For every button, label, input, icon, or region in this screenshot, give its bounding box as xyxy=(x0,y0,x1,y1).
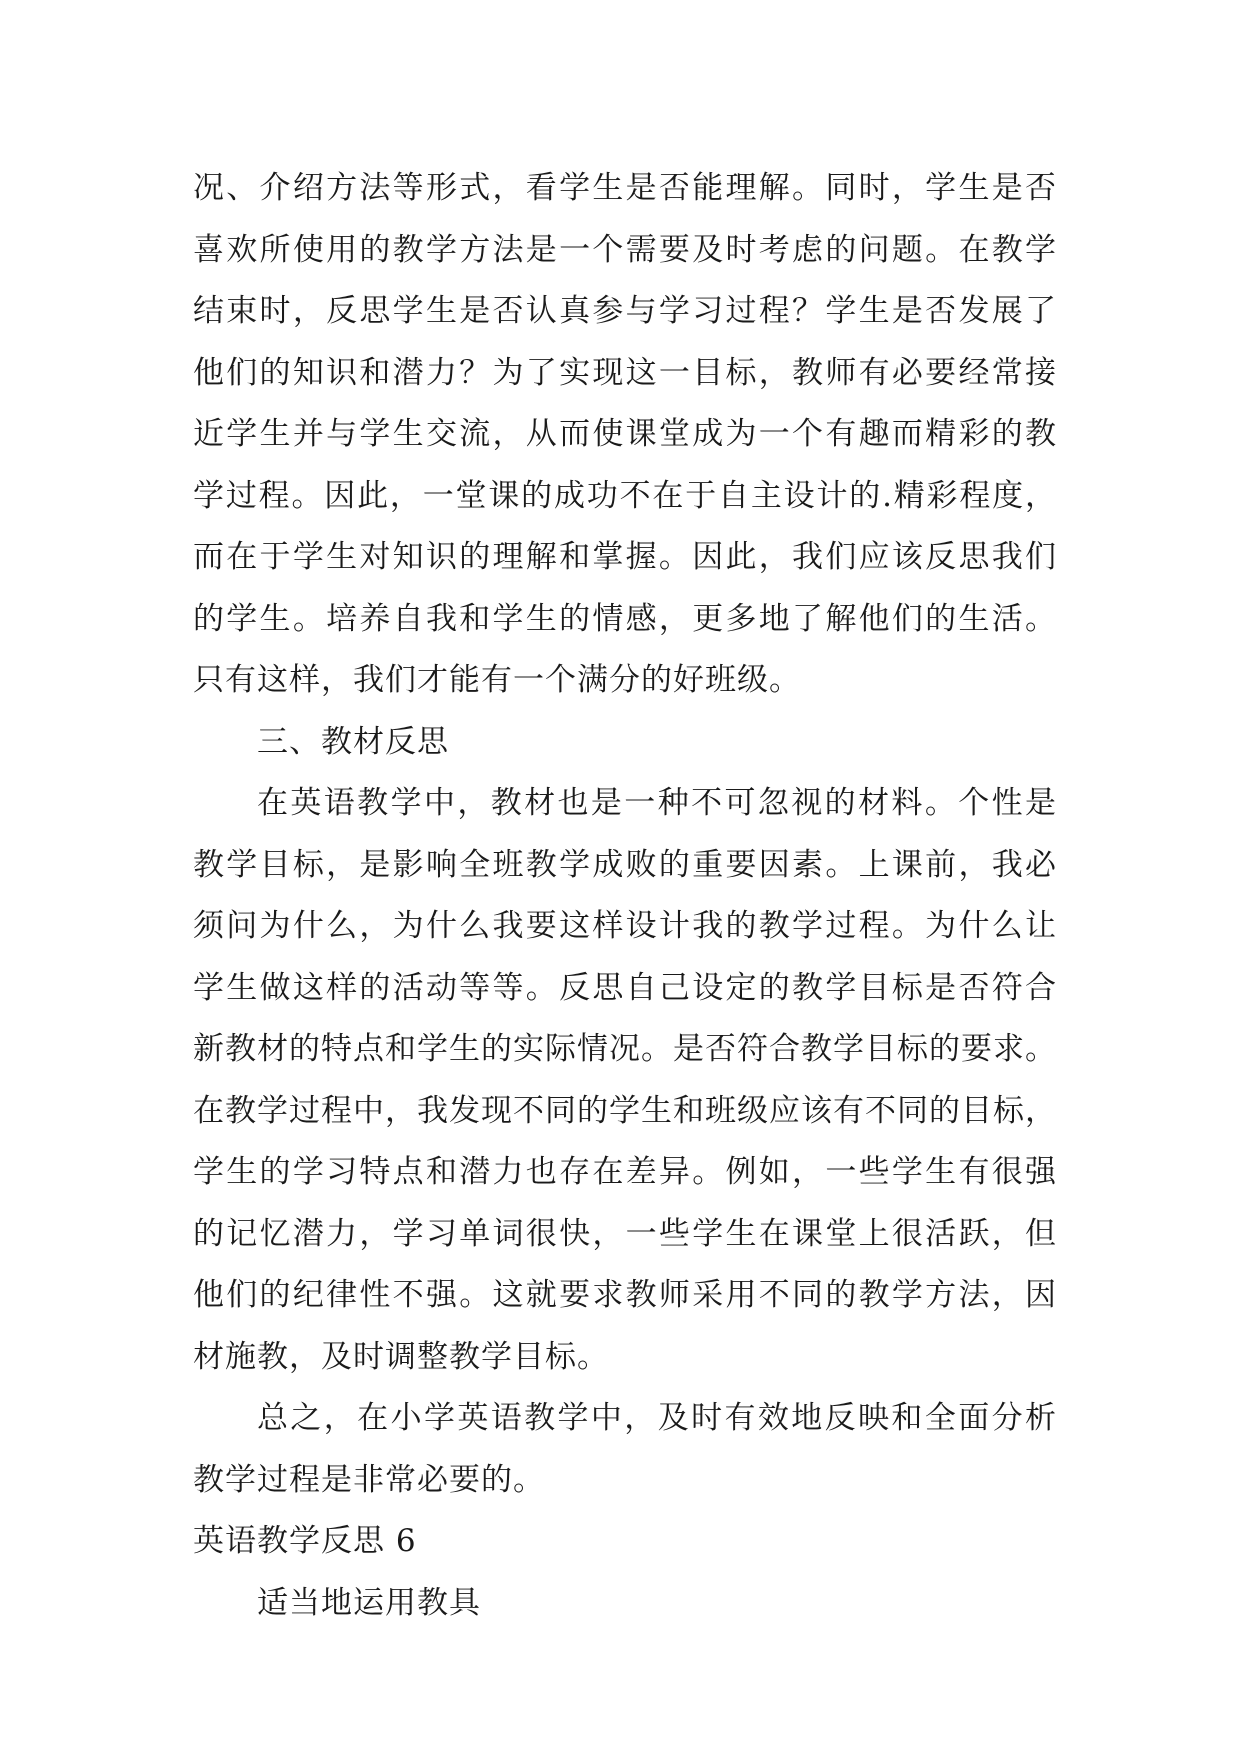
paragraph-2-line-2: 教学目标，是影响全班教学成败的重要因素。上课前，我必 xyxy=(193,846,1057,883)
paragraph-2-line-1: 在英语教学中，教材也是一种不可忽视的材料。个性是 xyxy=(257,785,1057,821)
paragraph-1-line-4: 他们的知识和潜力？为了实现这一目标，教师有必要经常接 xyxy=(193,354,1057,391)
paragraph-1-line-3: 结束时，反思学生是否认真参与学习过程？学生是否发展了 xyxy=(193,293,1057,329)
paragraph-2-line-5: 新教材的特点和学生的实际情况。是否符合教学目标的要求。 xyxy=(193,1031,1057,1067)
paragraph-3-line-2: 教学过程是非常必要的。 xyxy=(193,1461,545,1498)
paragraph-2-line-4: 学生做这样的活动等等。反思自己设定的教学目标是否符合 xyxy=(193,969,1057,1006)
paragraph-1-line-9: 只有这样，我们才能有一个满分的好班级。 xyxy=(193,662,801,698)
paragraph-1-line-7: 而在于学生对知识的理解和掌握。因此，我们应该反思我们 xyxy=(193,539,1057,575)
paragraph-2-line-9: 他们的纪律性不强。这就要求教师采用不同的教学方法，因 xyxy=(193,1277,1057,1313)
subheading: 适当地运用教具 xyxy=(257,1584,481,1621)
section-title: 英语教学反思 6 xyxy=(193,1523,417,1559)
paragraph-2-line-10: 材施教，及时调整教学目标。 xyxy=(193,1338,609,1375)
paragraph-2-line-6: 在教学过程中，我发现不同的学生和班级应该有不同的目标， xyxy=(193,1092,1057,1129)
section-heading: 三、教材反思 xyxy=(257,723,449,760)
paragraph-2-line-8: 的记忆潜力，学习单词很快，一些学生在课堂上很活跃，但 xyxy=(193,1215,1057,1252)
document-body xyxy=(193,158,1057,1634)
paragraph-1-line-8: 的学生。培养自我和学生的情感，更多地了解他们的生活。 xyxy=(193,600,1057,637)
paragraph-1-line-6: 学过程。因此，一堂课的成功不在于自主设计的.精彩程度， xyxy=(193,477,1057,514)
paragraph-2-line-3: 须问为什么，为什么我要这样设计我的教学过程。为什么让 xyxy=(193,908,1057,944)
paragraph-1-line-1: 况、介绍方法等形式，看学生是否能理解。同时，学生是否 xyxy=(193,170,1057,206)
paragraph-1-line-5: 近学生并与学生交流，从而使课堂成为一个有趣而精彩的教 xyxy=(193,416,1057,452)
paragraph-1-line-2: 喜欢所使用的教学方法是一个需要及时考虑的问题。在教学 xyxy=(193,231,1057,268)
paragraph-3-line-1: 总之，在小学英语教学中，及时有效地反映和全面分析 xyxy=(257,1400,1057,1436)
paragraph-2-line-7: 学生的学习特点和潜力也存在差异。例如，一些学生有很强 xyxy=(193,1154,1057,1190)
